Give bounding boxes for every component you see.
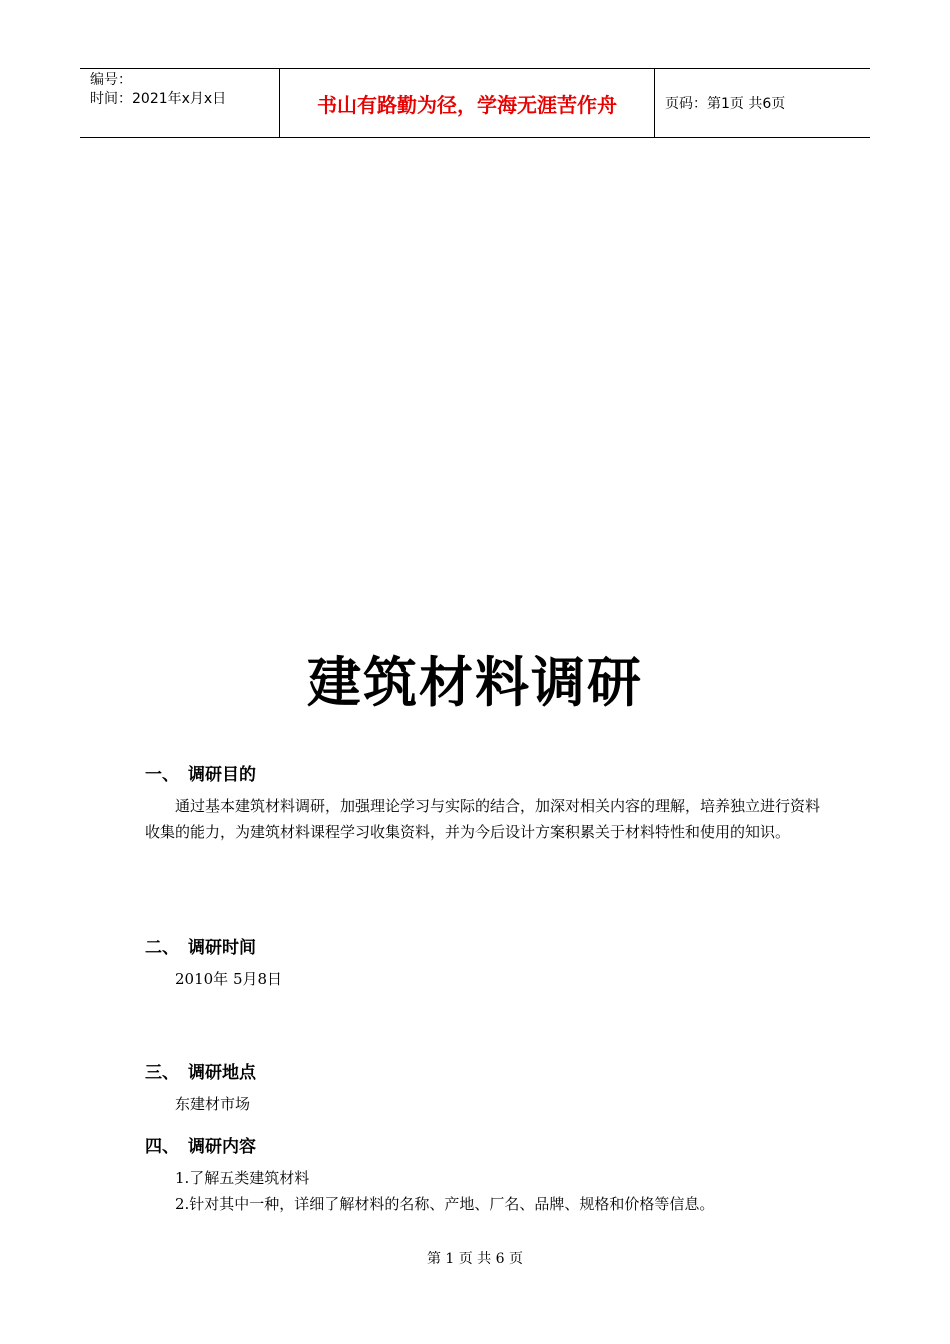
section-heading (145, 1132, 825, 1157)
section-number: 一、 (145, 765, 179, 785)
content-list (145, 1165, 825, 1217)
section-title: 调研时间 (188, 938, 256, 958)
section-number: 二、 (145, 938, 179, 958)
list-item: 2.针对其中一种，详细了解材料的名称、产地、厂名、品牌、规格和价格等信息。 (175, 1195, 715, 1213)
section-purpose (145, 760, 825, 845)
page-footer: 第 1 页 共 6 页 (426, 1251, 524, 1267)
section-heading (145, 760, 825, 785)
header-left-cell (80, 69, 280, 137)
section-time (145, 933, 825, 992)
motto-text: 书山有路勤为径，学海无涯苦作舟 (317, 92, 617, 117)
page-info-text: 页码：第1页 共6页 (665, 96, 786, 112)
section-paragraph: 2010年 5月8日 (175, 970, 283, 988)
list-item: 1.了解五类建筑材料 (175, 1169, 310, 1187)
header-motto (280, 69, 655, 137)
section-heading (145, 1058, 825, 1083)
section-paragraph: 东建材市场 (175, 1095, 251, 1113)
section-title: 调研目的 (188, 765, 256, 785)
document-number-label: 编号： (90, 72, 132, 88)
header-page-info (655, 69, 870, 137)
document-title: 建筑材料调研 (307, 651, 643, 714)
section-heading (145, 933, 825, 958)
section-location (145, 1058, 825, 1117)
document-date: 时间：2021年x月x日 (90, 91, 227, 107)
section-number: 三、 (145, 1063, 179, 1083)
section-title: 调研地点 (188, 1063, 256, 1083)
section-number: 四、 (145, 1137, 179, 1157)
page-header (80, 68, 870, 138)
section-content (145, 1132, 825, 1217)
section-paragraph: 通过基本建筑材料调研，加强理论学习与实际的结合，加深对相关内容的理解，培养独立进行资料收集的能力，为建筑材料课程学习收集资料，并为今后设计方案积累关于材料特性和使用的知识。 (145, 797, 821, 841)
section-title: 调研内容 (188, 1137, 256, 1157)
